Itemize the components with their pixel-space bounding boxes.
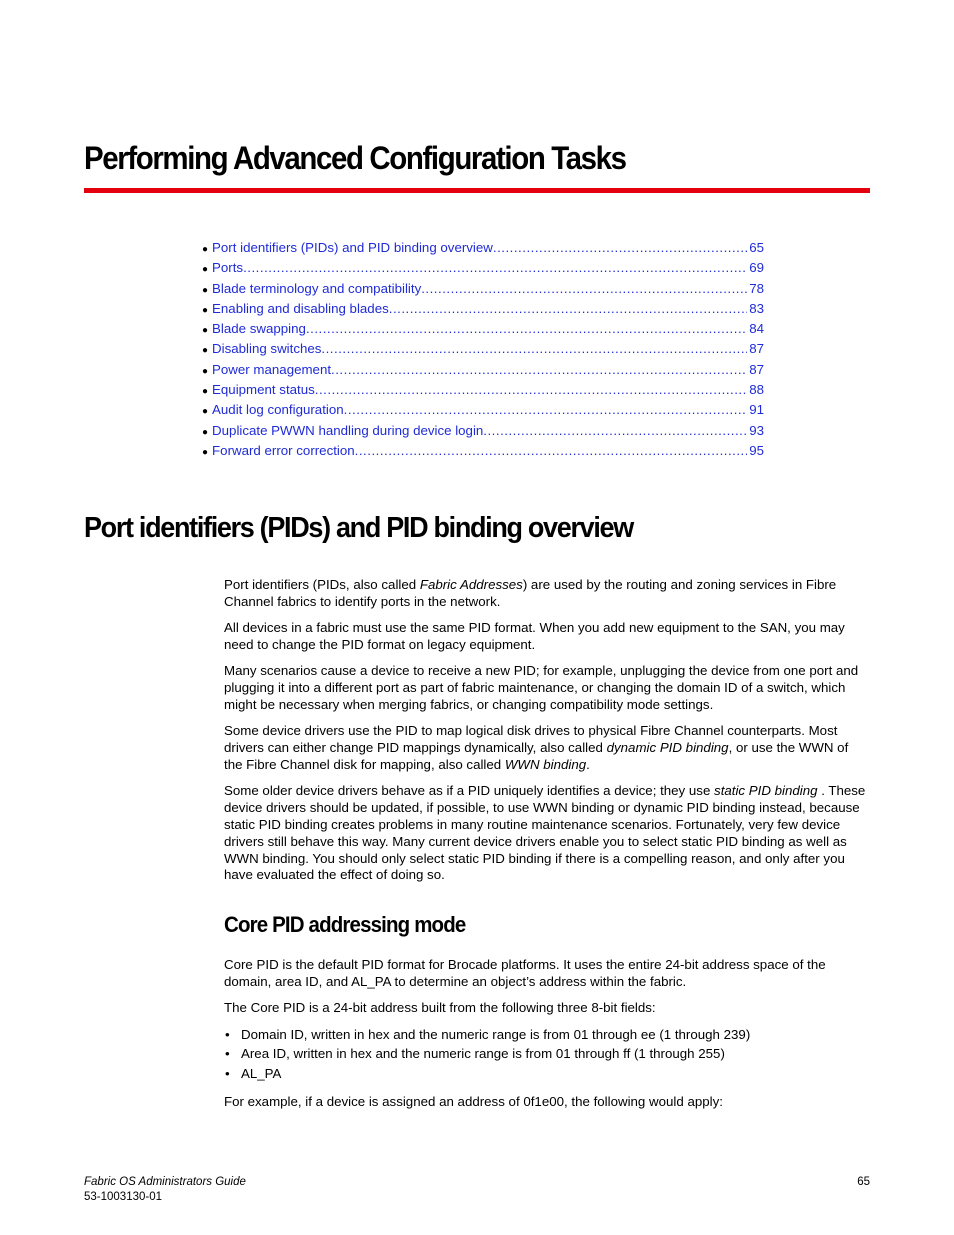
toc-bullet: ● xyxy=(202,426,209,438)
toc-link-audit-log[interactable] xyxy=(212,402,764,417)
toc-page-number: 95 xyxy=(749,442,764,458)
toc-leader-dots xyxy=(315,382,747,397)
toc-page-number: 65 xyxy=(749,240,764,255)
paragraph: The Core PID is a 24-bit address built from the following three 8-bit fields: xyxy=(224,1000,656,1016)
toc-leader-dots xyxy=(493,240,747,255)
toc-link-ports[interactable] xyxy=(212,260,764,275)
toc-bullet: ● xyxy=(202,304,209,316)
footer-doc-number: 53-1003130-01 xyxy=(84,1191,163,1203)
toc-item xyxy=(202,240,764,260)
toc-item xyxy=(202,321,764,341)
toc-link-disabling-switches[interactable] xyxy=(212,341,764,356)
toc-page-number: 88 xyxy=(749,382,764,398)
toc-bullet: ● xyxy=(202,446,209,458)
toc-item xyxy=(202,402,764,422)
toc-bullet: ● xyxy=(202,264,209,276)
toc-bullet: ● xyxy=(202,284,209,296)
paragraph: Core PID is the default PID format for Brocade platforms. It uses the entire 24-bit address space of the domain, area ID, and AL_PA to determine an object’s address within the fabric. xyxy=(224,957,826,989)
toc-link-text: Blade terminology and compatibility xyxy=(212,280,422,296)
toc-page-number: 84 xyxy=(749,321,764,337)
toc-bullet: ● xyxy=(202,325,209,337)
toc-link-forward-error-correction[interactable] xyxy=(212,443,764,458)
toc-link-pid-overview[interactable] xyxy=(212,240,764,255)
toc-link-text: Power management xyxy=(212,361,332,377)
chapter-toc xyxy=(202,240,764,463)
toc-bullet: ● xyxy=(202,386,209,398)
toc-leader-dots xyxy=(355,443,748,458)
toc-bullet: ● xyxy=(202,406,209,418)
subsection-title: Core PID addressing mode xyxy=(224,912,466,937)
toc-page-number: 78 xyxy=(749,280,764,296)
toc-link-text: Duplicate PWWN handling during device login xyxy=(212,422,484,438)
toc-item xyxy=(202,301,764,321)
toc-page-number: 91 xyxy=(749,402,764,418)
toc-bullet: ● xyxy=(202,365,209,377)
toc-link-text: Blade swapping xyxy=(212,321,306,337)
toc-item xyxy=(202,362,764,382)
toc-leader-dots xyxy=(306,321,747,336)
toc-link-power-management[interactable] xyxy=(212,362,764,377)
toc-link-text: Port identifiers (PIDs) and PID binding overview xyxy=(212,240,493,255)
paragraph: Some device drivers use the PID to map logical disk drives to physical Fibre Channel counterparts. Most drivers can either change PID mappings dynamically, also called dynamic PID binding, or use the WWN of the Fibre Channel disk for mapping, also called WWN binding. xyxy=(224,723,849,772)
paragraph: For example, if a device is assigned an address of 0f1e00, the following would apply: xyxy=(224,1094,723,1110)
toc-leader-dots xyxy=(243,260,747,275)
toc-link-text: Disabling switches xyxy=(212,341,322,357)
toc-link-text: Ports xyxy=(212,260,244,276)
paragraph: Many scenarios cause a device to receive a new PID; for example, unplugging the device from one port and plugging it into a different port as part of fabric maintenance, or changing the domain ID of a switch, which might be necessary when merging fabrics, or changing compatibility mode settings. xyxy=(224,663,859,712)
toc-item xyxy=(202,260,764,280)
toc-item xyxy=(202,341,764,361)
toc-leader-dots xyxy=(389,301,747,316)
toc-leader-dots xyxy=(421,281,747,296)
toc-leader-dots xyxy=(321,341,747,356)
subsection-body xyxy=(224,957,870,1121)
toc-link-enabling-blades[interactable] xyxy=(212,301,764,316)
toc-link-text: Enabling and disabling blades xyxy=(212,300,389,316)
toc-item xyxy=(202,423,764,443)
toc-link-text: Forward error correction xyxy=(212,442,355,458)
toc-page-number: 87 xyxy=(749,341,764,357)
toc-page-number: 83 xyxy=(749,300,764,316)
list-item: • Area ID, written in hex and the numeric range is from 01 through ff (1 through 255) xyxy=(224,1046,870,1066)
section-title: Port identifiers (PIDs) and PID binding overview xyxy=(84,512,633,544)
toc-link-blade-swapping[interactable] xyxy=(212,321,764,336)
footer-doc-title: Fabric OS Administrators Guide xyxy=(84,1176,246,1188)
footer-page-number: 65 xyxy=(857,1176,870,1188)
toc-bullet: ● xyxy=(202,345,209,357)
chapter-title: Performing Advanced Configuration Tasks xyxy=(84,140,626,176)
toc-page-number: 93 xyxy=(749,422,764,438)
paragraph: Port identifiers (PIDs, also called Fabric Addresses) are used by the routing and zoning services in Fibre Channel fabrics to identify ports in the network. xyxy=(224,577,837,609)
toc-leader-dots xyxy=(344,402,748,417)
toc-page-number: 69 xyxy=(749,260,764,276)
list-item: • AL_PA xyxy=(224,1066,870,1086)
toc-bullet: ● xyxy=(202,244,209,255)
toc-item xyxy=(202,281,764,301)
list-item: • Domain ID, written in hex and the numeric range is from 01 through ee (1 through 239) xyxy=(224,1027,870,1047)
toc-link-text: Audit log configuration xyxy=(212,402,344,418)
toc-leader-dots xyxy=(331,362,747,377)
chapter-title-rule xyxy=(84,188,870,193)
toc-item xyxy=(202,382,764,402)
paragraph: Some older device drivers behave as if a PID uniquely identifies a device; they use static PID binding . These device drivers should be updated, if possible, to use WWN binding or dynamic PID binding instead, because static PID binding creates problems in many routine maintenance scenarios. Fortunately, very few device drivers still behave this way. Many current device drivers enable you to select static PID binding as well as WWN binding. You should only select static PID binding if there is a compelling reason, and only after you have evaluated the effect of doing so. xyxy=(224,783,866,883)
footer-left xyxy=(84,1175,246,1205)
toc-link-equipment-status[interactable] xyxy=(212,382,764,397)
field-list xyxy=(224,1027,870,1086)
toc-link-duplicate-pwwn[interactable] xyxy=(212,423,764,438)
toc-leader-dots xyxy=(483,423,747,438)
toc-link-text: Equipment status xyxy=(212,382,315,398)
paragraph: All devices in a fabric must use the same PID format. When you add new equipment to the SAN, you may need to change the PID format on legacy equipment. xyxy=(224,620,845,652)
toc-page-number: 87 xyxy=(749,361,764,377)
section-body xyxy=(224,577,870,894)
toc-item xyxy=(202,443,764,463)
toc-link-blade-terminology[interactable] xyxy=(212,281,764,296)
